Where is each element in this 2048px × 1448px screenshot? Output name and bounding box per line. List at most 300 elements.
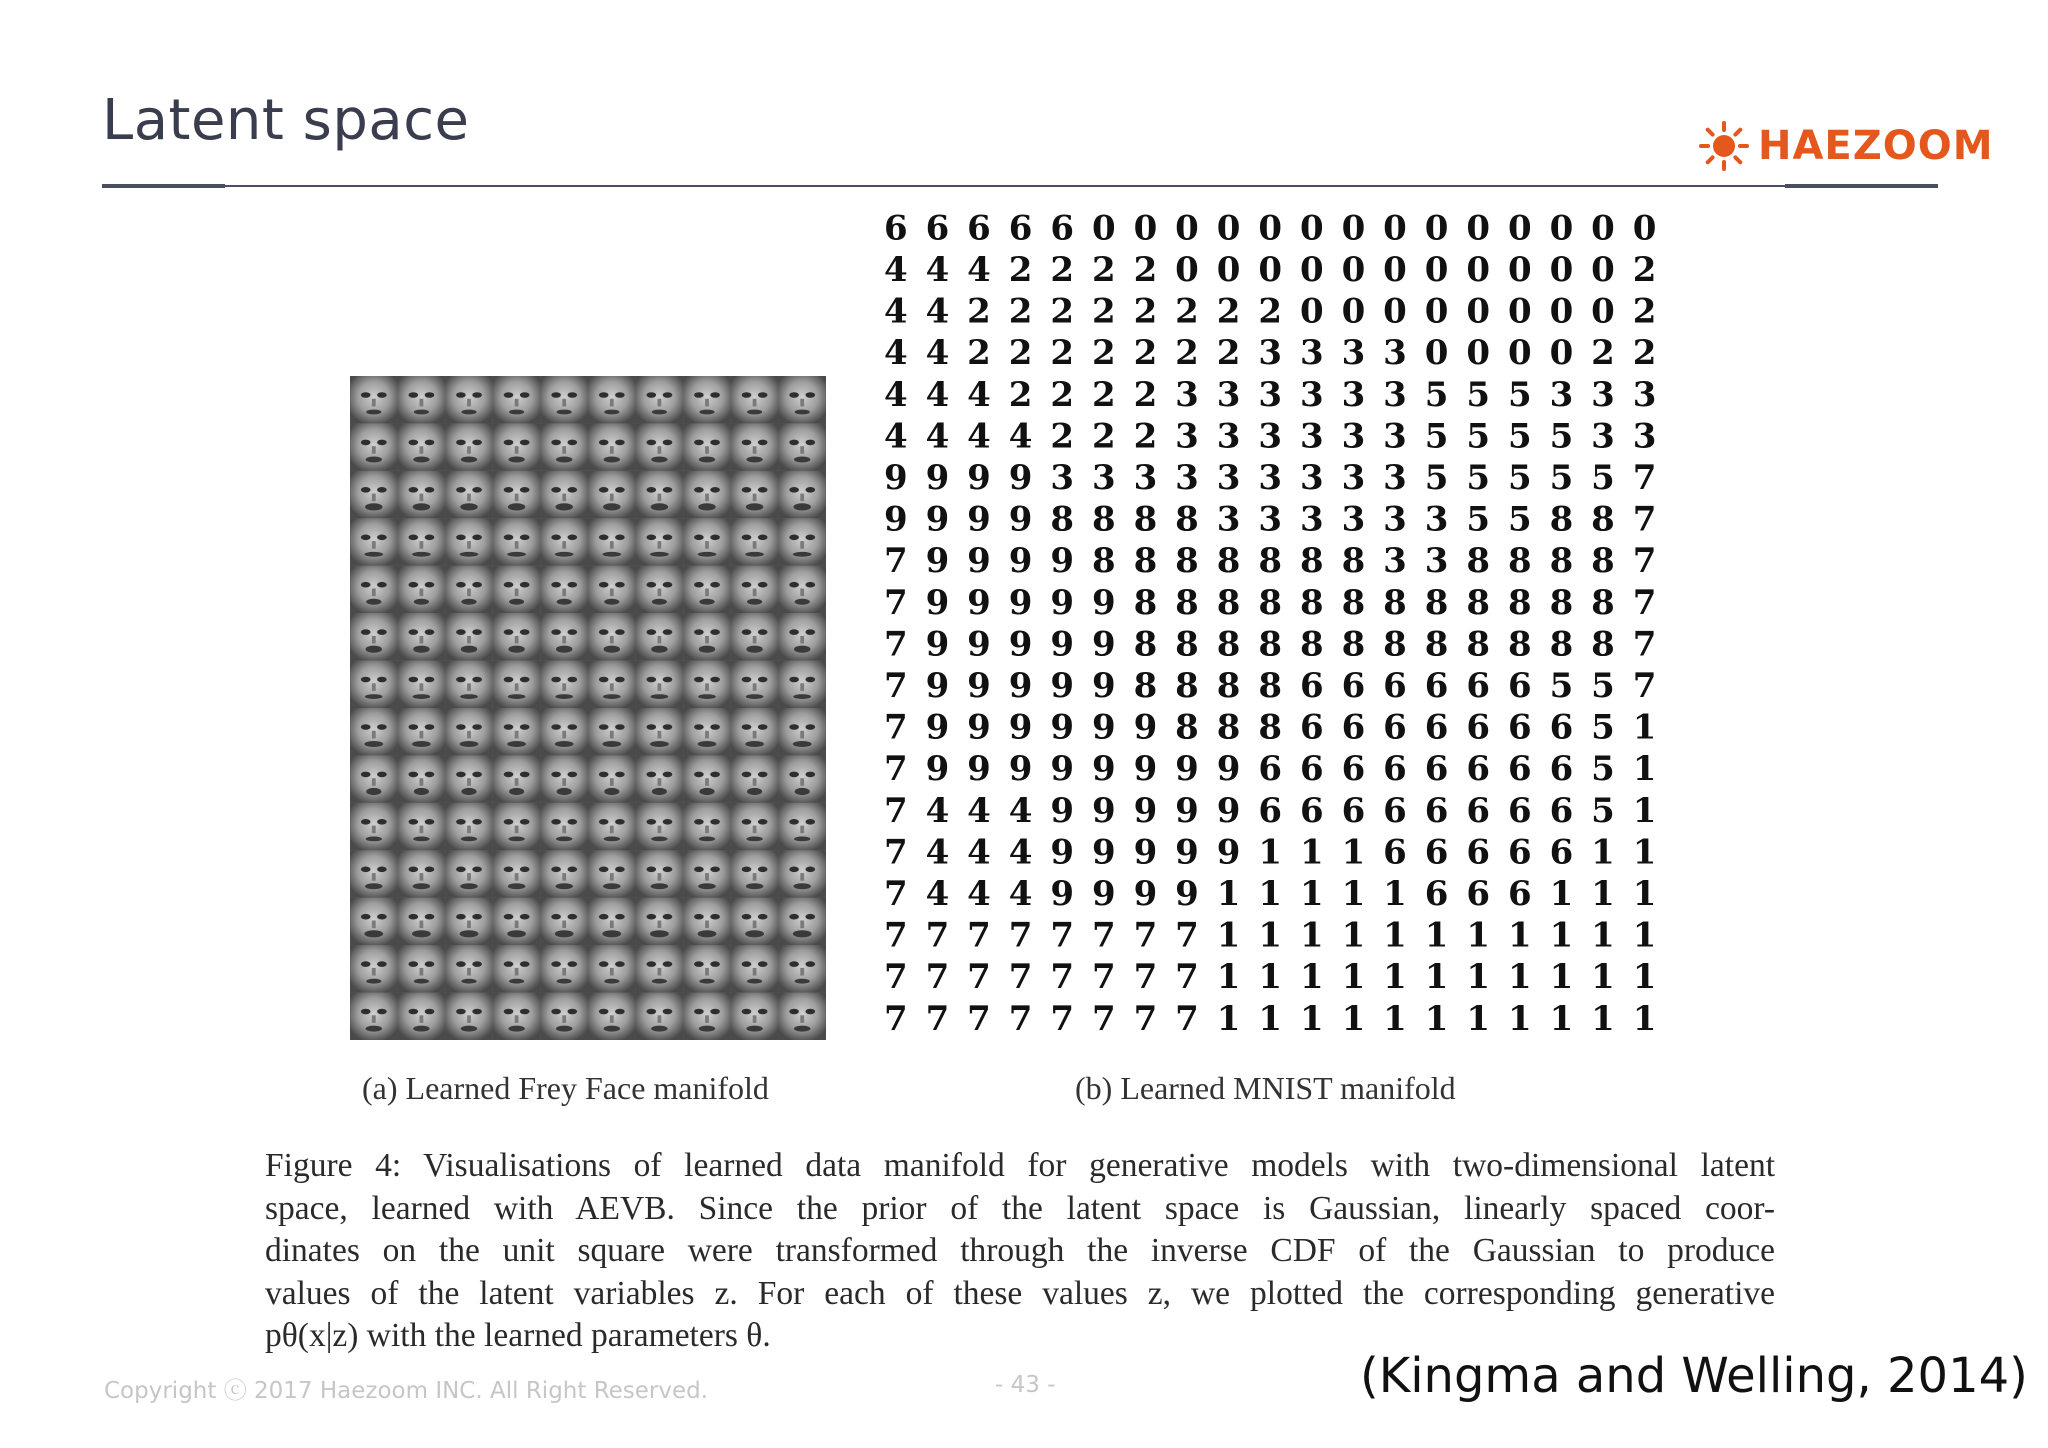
mnist-digit: 5	[1424, 458, 1449, 498]
mnist-digit: 1	[1549, 915, 1574, 956]
mnist-digit: 1	[1591, 998, 1615, 1039]
face-tile	[493, 993, 541, 1040]
haezoom-logo	[1698, 116, 1994, 176]
mnist-digit: 8	[1383, 624, 1407, 665]
mnist-digit: 0	[1299, 250, 1324, 290]
mnist-digit: 1	[1216, 998, 1241, 1039]
mnist-digit: 6	[1507, 666, 1532, 706]
caption-line: Figure 4: Visualisations of learned data manifold for generative models with two-dimensional latent	[265, 1147, 1775, 1184]
mnist-digit: 3	[1258, 374, 1283, 415]
mnist-digit: 6	[1341, 707, 1366, 748]
mnist-digit: 0	[1549, 333, 1574, 374]
mnist-digit: 7	[1632, 582, 1657, 623]
mnist-digit: 9	[1008, 582, 1033, 623]
mnist-digit: 8	[1133, 624, 1158, 665]
face-tile	[778, 993, 826, 1040]
mnist-digit: 1	[1258, 957, 1283, 998]
mnist-digit: 6	[1258, 749, 1283, 790]
mnist-digit: 6	[1341, 666, 1366, 706]
mnist-digit: 1	[1216, 874, 1241, 914]
title-rule-accent-right	[1785, 184, 1938, 188]
face-tile	[493, 613, 541, 660]
mnist-digit: 1	[1549, 957, 1574, 998]
face-tile	[398, 518, 446, 565]
mnist-digit: 7	[1632, 624, 1657, 665]
face-tile	[540, 850, 588, 897]
mnist-digit: 6	[1424, 832, 1449, 873]
face-tile	[350, 898, 398, 945]
face-tile	[350, 803, 398, 850]
face-tile	[540, 803, 588, 850]
mnist-digit: 0	[1341, 250, 1366, 290]
mnist-digit: 8	[1175, 499, 1199, 540]
mnist-digit: 2	[1050, 374, 1075, 415]
mnist-digit: 9	[1050, 666, 1075, 706]
mnist-digit: 6	[1050, 208, 1075, 249]
face-tile	[588, 613, 636, 660]
mnist-digit: 9	[1216, 832, 1241, 873]
face-tile	[778, 945, 826, 992]
mnist-digit: 4	[967, 250, 991, 290]
face-tile	[778, 376, 826, 423]
mnist-digit: 5	[1466, 416, 1491, 457]
mnist-digit: 3	[1341, 333, 1366, 374]
face-tile	[398, 566, 446, 613]
face-tile	[778, 566, 826, 613]
face-tile	[778, 803, 826, 850]
face-tile	[636, 376, 684, 423]
mnist-digit: 9	[967, 749, 991, 790]
mnist-digit: 3	[1341, 416, 1366, 457]
mnist-digit: 0	[1591, 291, 1615, 332]
face-tile	[493, 518, 541, 565]
mnist-digit: 6	[1549, 707, 1574, 748]
face-tile	[445, 803, 493, 850]
mnist-digit: 5	[1466, 374, 1491, 415]
mnist-digit: 2	[1050, 291, 1075, 332]
mnist-digit: 5	[1549, 458, 1574, 498]
mnist-digit: 8	[1258, 666, 1283, 706]
mnist-digit: 6	[1466, 666, 1491, 706]
mnist-digit: 4	[967, 832, 991, 873]
mnist-digit: 9	[1050, 790, 1075, 831]
mnist-digit: 1	[1632, 915, 1657, 956]
mnist-digit: 9	[883, 499, 908, 540]
mnist-digit: 5	[1591, 666, 1615, 706]
mnist-digit: 1	[1341, 832, 1366, 873]
mnist-digit: 3	[1424, 499, 1449, 540]
face-tile	[398, 945, 446, 992]
mnist-digit: 1	[1383, 957, 1407, 998]
mnist-digit: 3	[1299, 416, 1324, 457]
face-tile	[588, 423, 636, 470]
face-tile	[588, 993, 636, 1040]
mnist-digit: 8	[1507, 624, 1532, 665]
face-tile	[683, 376, 731, 423]
face-tile	[683, 803, 731, 850]
face-tile	[683, 945, 731, 992]
mnist-digit: 0	[1466, 208, 1491, 249]
mnist-digit: 2	[1091, 291, 1116, 332]
mnist-digit: 7	[967, 915, 991, 956]
mnist-digit: 4	[883, 333, 908, 374]
mnist-digit: 9	[1091, 832, 1116, 873]
mnist-digit: 4	[1008, 874, 1033, 914]
mnist-digit: 8	[1258, 624, 1283, 665]
face-tile	[350, 423, 398, 470]
mnist-digit: 0	[1466, 333, 1491, 374]
face-tile	[636, 898, 684, 945]
mnist-digit: 9	[1091, 624, 1116, 665]
mnist-digit: 4	[883, 291, 908, 332]
face-tile	[588, 803, 636, 850]
mnist-digit: 8	[1341, 541, 1366, 582]
mnist-digit: 8	[1424, 624, 1449, 665]
mnist-digit: 9	[1008, 707, 1033, 748]
mnist-digit: 9	[1091, 874, 1116, 914]
mnist-digit: 7	[883, 707, 908, 748]
face-tile	[350, 566, 398, 613]
mnist-digit: 6	[1383, 832, 1407, 873]
logo-wordmark: HAEZOOM	[1758, 123, 1994, 169]
mnist-digit: 8	[1133, 666, 1158, 706]
mnist-digit: 0	[1424, 250, 1449, 290]
mnist-digit: 0	[1299, 208, 1324, 249]
mnist-digit: 9	[1216, 749, 1241, 790]
mnist-digit: 6	[1008, 208, 1033, 249]
mnist-digit: 8	[1133, 499, 1158, 540]
mnist-digit: 0	[1466, 250, 1491, 290]
mnist-digit: 3	[1091, 458, 1116, 498]
mnist-digit: 2	[1050, 250, 1075, 290]
mnist-digit: 0	[1341, 291, 1366, 332]
mnist-digit: 8	[1175, 707, 1199, 748]
caption-line: space, learned with AEVB. Since the prior of the latent space is Gaussian, linearly spaced coor-	[265, 1189, 1775, 1227]
face-tile	[588, 850, 636, 897]
mnist-digit: 6	[883, 208, 908, 249]
mnist-digit: 9	[925, 541, 950, 582]
face-tile	[540, 661, 588, 708]
mnist-digit: 9	[925, 707, 950, 748]
face-tile	[445, 518, 493, 565]
mnist-digit: 0	[1507, 250, 1532, 290]
mnist-digit: 3	[1549, 374, 1574, 415]
mnist-digit: 6	[1341, 749, 1366, 790]
mnist-digit: 9	[1133, 874, 1158, 914]
mnist-digit: 3	[1258, 458, 1283, 498]
mnist-digit: 5	[1507, 416, 1532, 457]
mnist-digit: 7	[1175, 915, 1199, 956]
mnist-digit: 4	[925, 291, 950, 332]
mnist-digit: 8	[1299, 624, 1324, 665]
face-tile	[398, 423, 446, 470]
mnist-digit: 6	[1424, 749, 1449, 790]
mnist-digit: 8	[1299, 541, 1324, 582]
mnist-digit: 7	[1050, 957, 1075, 998]
mnist-digit: 2	[1175, 333, 1199, 374]
mnist-digit: 1	[1632, 707, 1657, 748]
face-tile	[398, 471, 446, 518]
mnist-digit: 4	[967, 874, 991, 914]
mnist-digit: 9	[967, 666, 991, 706]
mnist-digit: 3	[1175, 374, 1199, 415]
mnist-digit: 9	[1008, 458, 1033, 498]
mnist-digit: 9	[967, 582, 991, 623]
mnist-digit: 7	[883, 832, 908, 873]
face-tile	[683, 423, 731, 470]
face-tile	[350, 661, 398, 708]
page-number: - 43 -	[995, 1372, 1056, 1398]
mnist-digit: 9	[1008, 666, 1033, 706]
mnist-digit: 9	[925, 458, 950, 498]
mnist-digit: 9	[1050, 749, 1075, 790]
mnist-digit: 7	[883, 957, 908, 998]
subcaption-frey: (a) Learned Frey Face manifold	[362, 1070, 769, 1106]
title-rule-accent-left	[102, 184, 225, 188]
mnist-digit: 9	[925, 624, 950, 665]
mnist-digit: 3	[1632, 374, 1657, 415]
face-tile	[683, 471, 731, 518]
face-tile	[731, 708, 779, 755]
mnist-digit: 8	[1216, 707, 1241, 748]
mnist-digit: 0	[1507, 208, 1532, 249]
mnist-digit: 1	[1591, 957, 1615, 998]
face-tile	[636, 518, 684, 565]
mnist-digit: 3	[1050, 458, 1075, 498]
mnist-digit: 8	[1341, 624, 1366, 665]
mnist-digit: 5	[1507, 499, 1532, 540]
mnist-digit: 6	[1549, 790, 1574, 831]
mnist-digit: 6	[1383, 707, 1407, 748]
mnist-digit: 1	[1341, 874, 1366, 914]
mnist-digit: 9	[1175, 749, 1199, 790]
face-tile	[731, 423, 779, 470]
copyright: Copyright ⓒ 2017 Haezoom INC. All Right Reserved.	[104, 1378, 709, 1404]
frey-face-grid	[350, 376, 826, 1040]
mnist-digit: 0	[1341, 208, 1366, 249]
face-tile	[350, 993, 398, 1040]
face-tile	[350, 945, 398, 992]
mnist-digit: 9	[1050, 707, 1075, 748]
mnist-digit: 0	[1424, 208, 1449, 249]
mnist-digit: 6	[1507, 707, 1532, 748]
mnist-digit: 0	[1216, 250, 1241, 290]
mnist-digit: 9	[1091, 707, 1116, 748]
face-tile	[588, 755, 636, 802]
mnist-digit: 0	[1175, 208, 1199, 249]
caption-line: dinates on the unit square were transformed through the inverse CDF of the Gaussian to produce	[265, 1232, 1775, 1269]
mnist-digit: 7	[883, 541, 908, 582]
mnist-digit: 2	[1175, 291, 1199, 332]
face-tile	[493, 661, 541, 708]
mnist-digit: 7	[1632, 458, 1657, 498]
mnist-digit: 9	[1091, 790, 1116, 831]
mnist-digit: 8	[1216, 666, 1241, 706]
face-tile	[636, 471, 684, 518]
mnist-digit: 3	[1299, 499, 1324, 540]
face-tile	[731, 945, 779, 992]
face-tile	[636, 945, 684, 992]
mnist-digit: 1	[1549, 874, 1574, 914]
face-tile	[731, 850, 779, 897]
mnist-digit: 1	[1383, 915, 1407, 956]
mnist-digit: 9	[925, 499, 950, 540]
mnist-digit: 9	[1091, 582, 1116, 623]
face-tile	[493, 945, 541, 992]
mnist-digit: 6	[1299, 749, 1324, 790]
mnist-digit: 2	[1216, 333, 1241, 374]
mnist-digit-grid	[875, 207, 1707, 1039]
mnist-digit: 7	[1133, 998, 1158, 1039]
mnist-digit: 2	[1258, 291, 1283, 332]
face-tile	[731, 661, 779, 708]
face-tile	[778, 850, 826, 897]
face-tile	[540, 566, 588, 613]
figure-caption	[265, 1145, 1775, 1358]
mnist-digit: 2	[1050, 416, 1075, 457]
mnist-digit: 9	[967, 541, 991, 582]
face-tile	[398, 993, 446, 1040]
face-tile	[398, 661, 446, 708]
mnist-digit: 3	[1424, 541, 1449, 582]
mnist-digit: 3	[1175, 458, 1199, 498]
mnist-digit: 7	[967, 957, 991, 998]
face-tile	[493, 376, 541, 423]
mnist-digit: 6	[1507, 874, 1532, 914]
mnist-digit: 2	[1091, 374, 1116, 415]
mnist-digit: 2	[1008, 291, 1033, 332]
mnist-digit: 9	[967, 499, 991, 540]
face-tile	[398, 850, 446, 897]
face-tile	[398, 755, 446, 802]
mnist-digit: 2	[1008, 374, 1033, 415]
mnist-digit: 3	[1383, 499, 1407, 540]
mnist-digit: 1	[1258, 874, 1283, 914]
mnist-digit: 2	[1050, 333, 1075, 374]
face-tile	[493, 471, 541, 518]
mnist-digit: 2	[1133, 333, 1158, 374]
mnist-digit: 1	[1424, 998, 1449, 1039]
face-tile	[540, 471, 588, 518]
mnist-digit: 6	[1383, 790, 1407, 831]
mnist-digit: 0	[1299, 291, 1324, 332]
face-tile	[683, 898, 731, 945]
mnist-digit: 3	[1299, 374, 1324, 415]
mnist-digit: 3	[1632, 416, 1657, 457]
face-tile	[445, 850, 493, 897]
mnist-digit: 1	[1466, 957, 1491, 998]
face-tile	[540, 898, 588, 945]
mnist-digit: 5	[1424, 416, 1449, 457]
face-tile	[636, 755, 684, 802]
face-tile	[636, 708, 684, 755]
face-tile	[350, 755, 398, 802]
mnist-digit: 9	[1008, 499, 1033, 540]
mnist-digit: 1	[1258, 832, 1283, 873]
mnist-digit: 8	[1549, 624, 1574, 665]
mnist-digit: 2	[967, 291, 991, 332]
mnist-digit: 6	[1299, 707, 1324, 748]
slide-title: Latent space	[102, 88, 470, 153]
mnist-digit: 1	[1424, 915, 1449, 956]
face-tile	[540, 423, 588, 470]
mnist-digit: 6	[1466, 749, 1491, 790]
face-tile	[540, 518, 588, 565]
mnist-digit: 9	[1050, 541, 1075, 582]
mnist-digit: 1	[1299, 957, 1324, 998]
mnist-digit: 6	[1549, 749, 1574, 790]
mnist-digit: 8	[1216, 582, 1241, 623]
mnist-digit: 4	[1008, 416, 1033, 457]
mnist-digit: 0	[1591, 250, 1615, 290]
face-tile	[350, 518, 398, 565]
mnist-digit: 7	[1133, 915, 1158, 956]
mnist-digit: 8	[1175, 582, 1199, 623]
mnist-digit: 9	[967, 458, 991, 498]
face-tile	[636, 423, 684, 470]
mnist-digit: 9	[1133, 832, 1158, 873]
face-tile	[350, 850, 398, 897]
mnist-digit: 7	[925, 957, 950, 998]
mnist-digit: 7	[883, 915, 908, 956]
mnist-digit: 8	[1466, 582, 1491, 623]
face-tile	[683, 708, 731, 755]
mnist-digit: 1	[1632, 874, 1657, 914]
face-tile	[540, 613, 588, 660]
face-tile	[588, 518, 636, 565]
mnist-digit: 6	[1466, 832, 1491, 873]
face-tile	[445, 423, 493, 470]
mnist-digit: 0	[1591, 208, 1615, 249]
face-tile	[398, 898, 446, 945]
mnist-digit: 1	[1216, 957, 1241, 998]
mnist-digit: 4	[925, 416, 950, 457]
mnist-digit: 9	[1216, 790, 1241, 831]
mnist-digit: 9	[883, 458, 908, 498]
mnist-manifold	[875, 207, 1707, 1039]
mnist-digit: 1	[1466, 998, 1491, 1039]
mnist-digit: 3	[1216, 416, 1241, 457]
mnist-digit: 1	[1341, 998, 1366, 1039]
mnist-digit: 2	[1632, 291, 1657, 332]
mnist-digit: 4	[925, 832, 950, 873]
face-tile	[540, 755, 588, 802]
mnist-digit: 0	[1258, 250, 1283, 290]
face-tile	[398, 376, 446, 423]
mnist-digit: 6	[1258, 790, 1283, 831]
mnist-digit: 2	[1591, 333, 1615, 374]
mnist-digit: 8	[1591, 582, 1615, 623]
mnist-digit: 3	[1591, 374, 1615, 415]
subcaption-mnist: (b) Learned MNIST manifold	[1075, 1070, 1456, 1106]
face-tile	[588, 945, 636, 992]
face-tile	[445, 471, 493, 518]
face-tile	[636, 566, 684, 613]
face-tile	[493, 898, 541, 945]
mnist-digit: 8	[1133, 582, 1158, 623]
mnist-digit: 9	[925, 582, 950, 623]
mnist-digit: 7	[967, 998, 991, 1039]
mnist-digit: 1	[1549, 998, 1574, 1039]
mnist-digit: 1	[1632, 790, 1657, 831]
mnist-digit: 5	[1507, 374, 1532, 415]
face-tile	[445, 945, 493, 992]
mnist-digit: 2	[1133, 374, 1158, 415]
mnist-digit: 9	[1050, 832, 1075, 873]
face-tile	[636, 613, 684, 660]
caption-line: values of the latent variables z. For each of these values z, we plotted the corresponding generative	[265, 1274, 1775, 1312]
mnist-digit: 8	[1050, 499, 1075, 540]
